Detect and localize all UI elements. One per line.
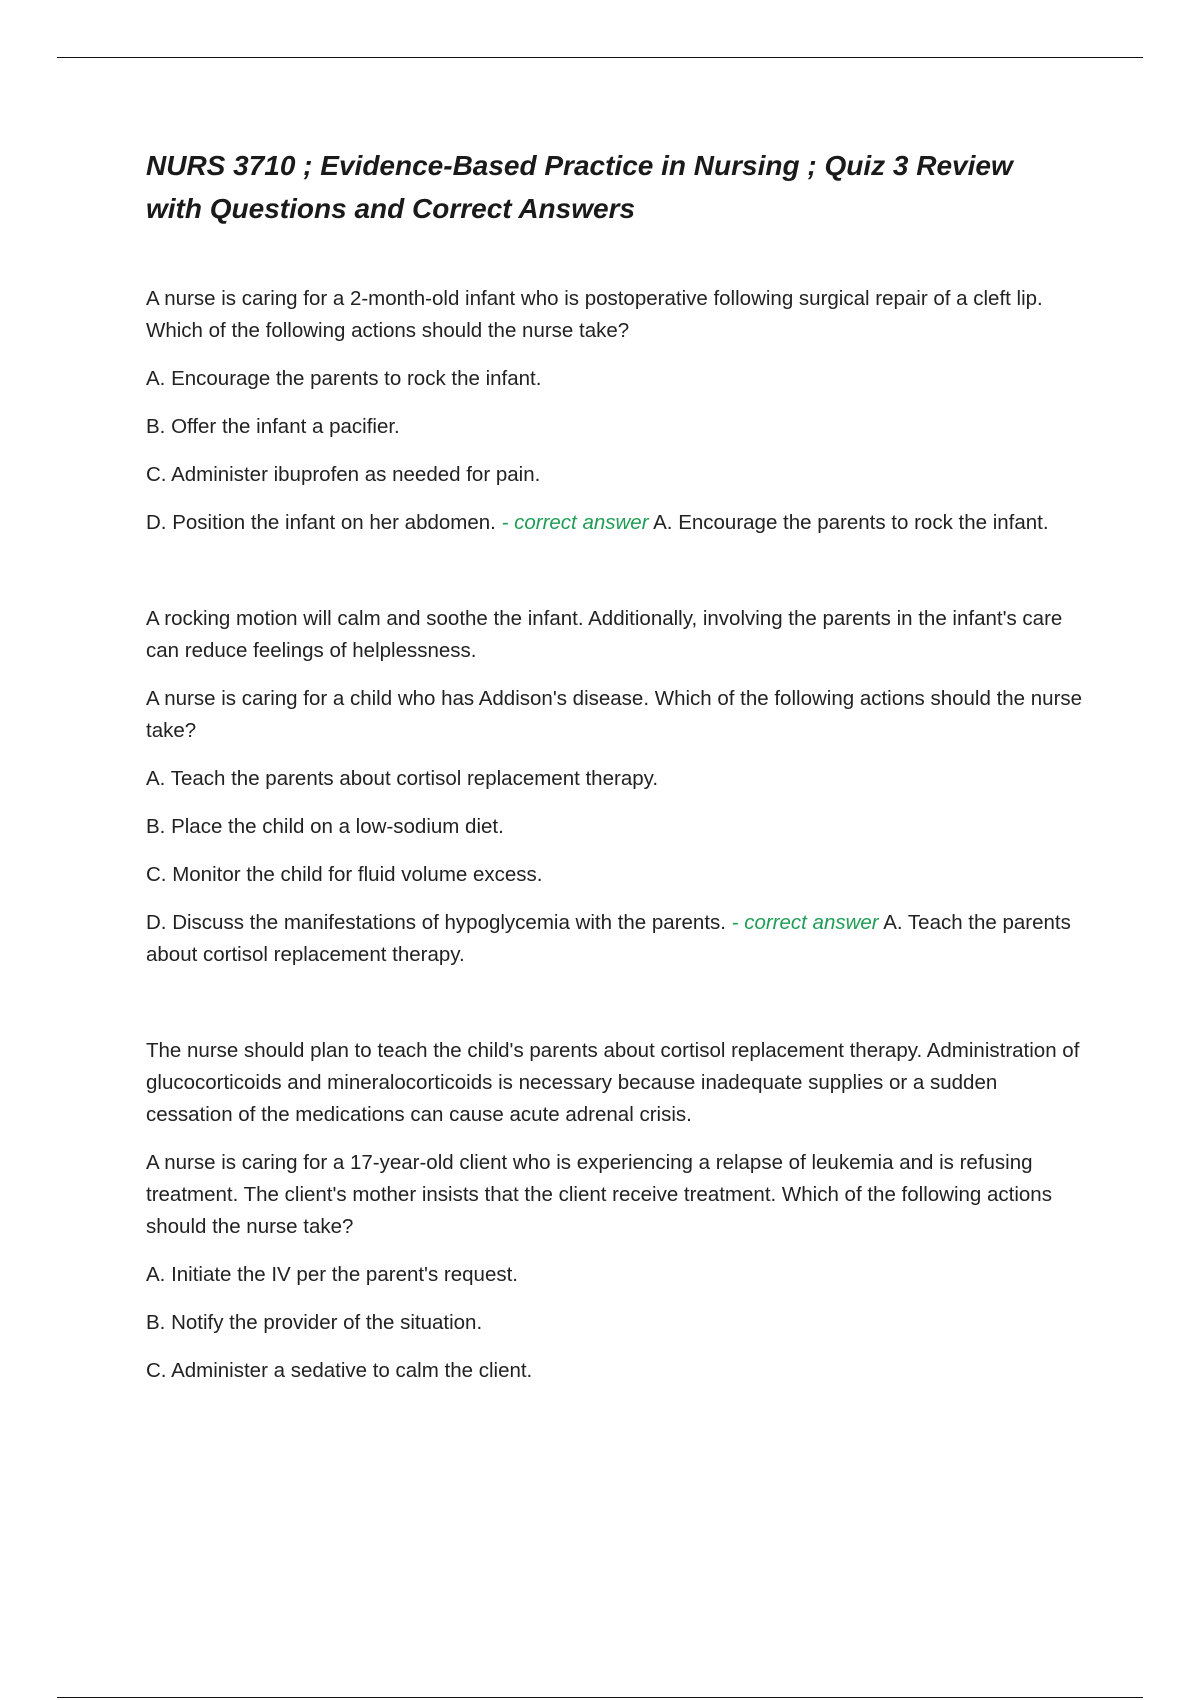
question-list — [146, 283, 1086, 1387]
rationale: The nurse should plan to teach the child's parents about cortisol replacement therapy. Administration of glucocorticoids and mineralocorticoids is necessary because inadequate supplies or a sudden cessation of the medications can cause acute adrenal crisis. — [146, 1039, 1080, 1126]
correct-answer-marker: - correct answer — [501, 511, 649, 534]
question-stem: A nurse is caring for a 2-month-old infant who is postoperative following surgical repair of a cleft lip. Which of the following actions should the nurse take? — [146, 287, 1043, 342]
question-stem: A nurse is caring for a 17-year-old client who is experiencing a relapse of leukemia and is refusing treatment. The client's mother insists that the client receive treatment. Which of the following actions should the nurse take? — [146, 1151, 1052, 1238]
document-body — [146, 144, 1086, 1403]
footer-rule — [57, 1697, 1143, 1698]
correct-answer-marker: - correct answer — [731, 911, 879, 934]
answer-option: B. Notify the provider of the situation. — [146, 1311, 483, 1334]
answer-option: A. Encourage the parents to rock the infant. — [146, 367, 542, 390]
spacer — [146, 555, 1086, 603]
answer-option: B. Place the child on a low-sodium diet. — [146, 815, 504, 838]
spacer — [146, 987, 1086, 1035]
rationale: A rocking motion will calm and soothe the infant. Additionally, involving the parents in the infant's care can reduce feelings of helplessness. — [146, 607, 1063, 662]
correct-answer-text: A. Teach the parents about cortisol replacement therapy. — [146, 911, 1071, 966]
answer-option: C. Monitor the child for fluid volume excess. — [146, 863, 543, 886]
question-stem: A nurse is caring for a child who has Addison's disease. Which of the following actions should the nurse take? — [146, 687, 1083, 742]
answer-option: B. Offer the infant a pacifier. — [146, 415, 400, 438]
answer-option: D. Discuss the manifestations of hypoglycemia with the parents. — [146, 911, 726, 934]
answer-option: A. Initiate the IV per the parent's request. — [146, 1263, 518, 1286]
answer-option-with-answer — [146, 507, 1086, 539]
answer-option: D. Position the infant on her abdomen. — [146, 511, 496, 534]
answer-option: C. Administer ibuprofen as needed for pain. — [146, 463, 541, 486]
header-rule — [57, 57, 1143, 58]
correct-answer-text: A. Encourage the parents to rock the infant. — [653, 511, 1049, 534]
answer-option-with-answer — [146, 907, 1086, 971]
document-title: NURS 3710 ; Evidence-Based Practice in Nursing ; Quiz 3 Review with Questions and Correct Answers — [146, 150, 1013, 224]
answer-option: C. Administer a sedative to calm the client. — [146, 1359, 533, 1382]
answer-option: A. Teach the parents about cortisol replacement therapy. — [146, 767, 659, 790]
